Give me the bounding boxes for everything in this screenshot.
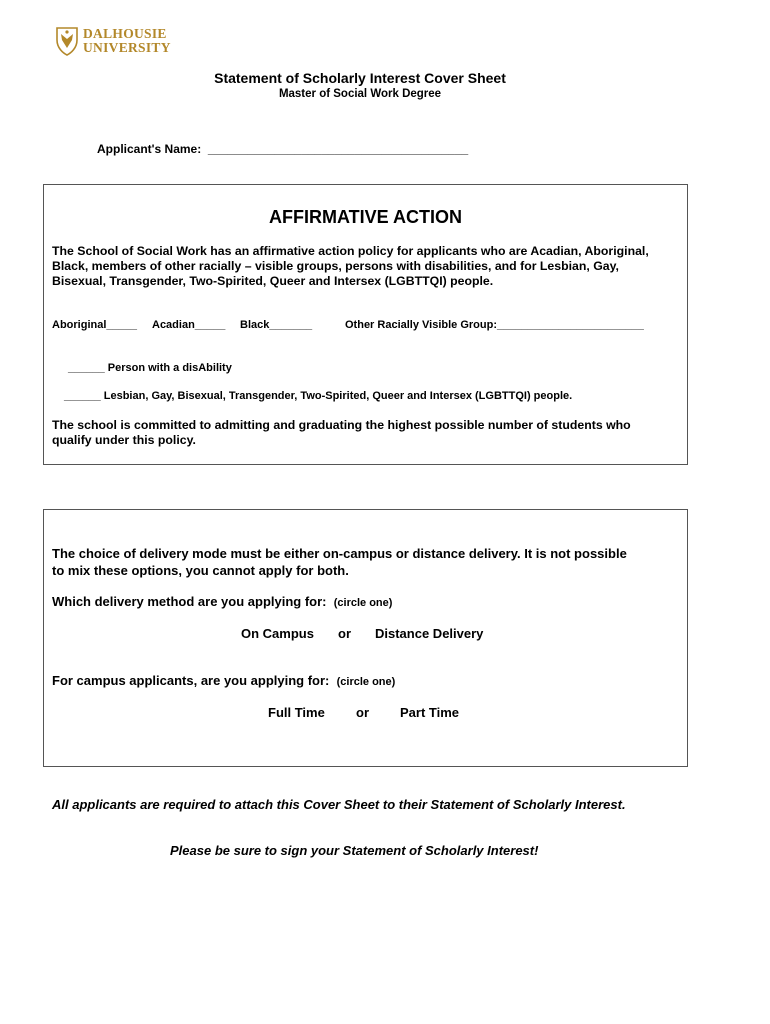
delivery-question bbox=[52, 594, 392, 609]
delivery-note bbox=[52, 545, 627, 579]
shield-crest-icon bbox=[55, 26, 79, 56]
campus-question bbox=[52, 673, 395, 688]
affirmative-action-box bbox=[43, 184, 688, 465]
affirmative-action-heading: AFFIRMATIVE ACTION bbox=[269, 207, 462, 227]
campus-question-hint: (circle one) bbox=[336, 676, 396, 688]
option-other-visible-group[interactable]: Other Racially Visible Group:________________________ bbox=[345, 319, 644, 331]
sign-reminder: Please be sure to sign your Statement of Scholarly Interest! bbox=[170, 843, 539, 858]
logo-wordmark bbox=[83, 27, 171, 55]
commitment-line-2: qualify under this policy. bbox=[52, 433, 196, 447]
delivery-mode-box bbox=[43, 509, 688, 767]
or-separator-2: or bbox=[356, 705, 369, 720]
page-title: Statement of Scholarly Interest Cover Sheet bbox=[214, 70, 506, 86]
page-subtitle: Master of Social Work Degree bbox=[278, 88, 442, 100]
attach-instruction: All applicants are required to attach this Cover Sheet to their Statement of Scholarly Interest. bbox=[52, 797, 626, 812]
option-part-time[interactable]: Part Time bbox=[400, 705, 460, 720]
delivery-question-text: Which delivery method are you applying for: bbox=[52, 594, 327, 609]
policy-paragraph bbox=[52, 244, 649, 289]
applicant-name-row bbox=[97, 142, 468, 156]
delivery-note-line-2: to mix these options, you cannot apply for both. bbox=[52, 563, 349, 578]
option-aboriginal[interactable]: Aboriginal_____ bbox=[52, 319, 137, 331]
policy-line-2: Black, members of other racially – visible groups, persons with disabilities, and for Lesbian, Gay, bbox=[52, 259, 619, 273]
applicant-name-label: Applicant's Name: bbox=[97, 142, 202, 156]
option-black[interactable]: Black_______ bbox=[240, 319, 313, 331]
policy-line-3: Bisexual, Transgender, Two-Spirited, Queer and Intersex (LGBTTQI) people. bbox=[52, 274, 494, 288]
commitment-paragraph bbox=[52, 418, 631, 448]
policy-line-1: The School of Social Work has an affirmative action policy for applicants who are Acadian, Aboriginal, bbox=[52, 244, 649, 258]
university-logo bbox=[55, 26, 171, 56]
option-full-time[interactable]: Full Time bbox=[268, 705, 325, 720]
delivery-question-hint: (circle one) bbox=[333, 597, 393, 609]
logo-line-1: DALHOUSIE bbox=[83, 26, 167, 41]
option-acadian[interactable]: Acadian_____ bbox=[152, 319, 226, 331]
option-disability[interactable]: ______ Person with a disAbility bbox=[68, 362, 232, 374]
option-on-campus[interactable]: On Campus bbox=[241, 626, 314, 641]
campus-question-text: For campus applicants, are you applying for: bbox=[52, 673, 330, 688]
applicant-name-field[interactable]: _______________________________________ bbox=[207, 142, 469, 156]
option-lgbttqi[interactable]: ______ Lesbian, Gay, Bisexual, Transgender, Two-Spirited, Queer and Intersex (LGBTTQI) people. bbox=[64, 390, 573, 402]
logo-line-2: UNIVERSITY bbox=[83, 40, 171, 55]
commitment-line-1: The school is committed to admitting and graduating the highest possible number of students who bbox=[52, 418, 631, 432]
option-distance-delivery[interactable]: Distance Delivery bbox=[375, 626, 484, 641]
or-separator-1: or bbox=[338, 626, 351, 641]
delivery-note-line-1: The choice of delivery mode must be either on-campus or distance delivery. It is not possible bbox=[52, 546, 627, 561]
